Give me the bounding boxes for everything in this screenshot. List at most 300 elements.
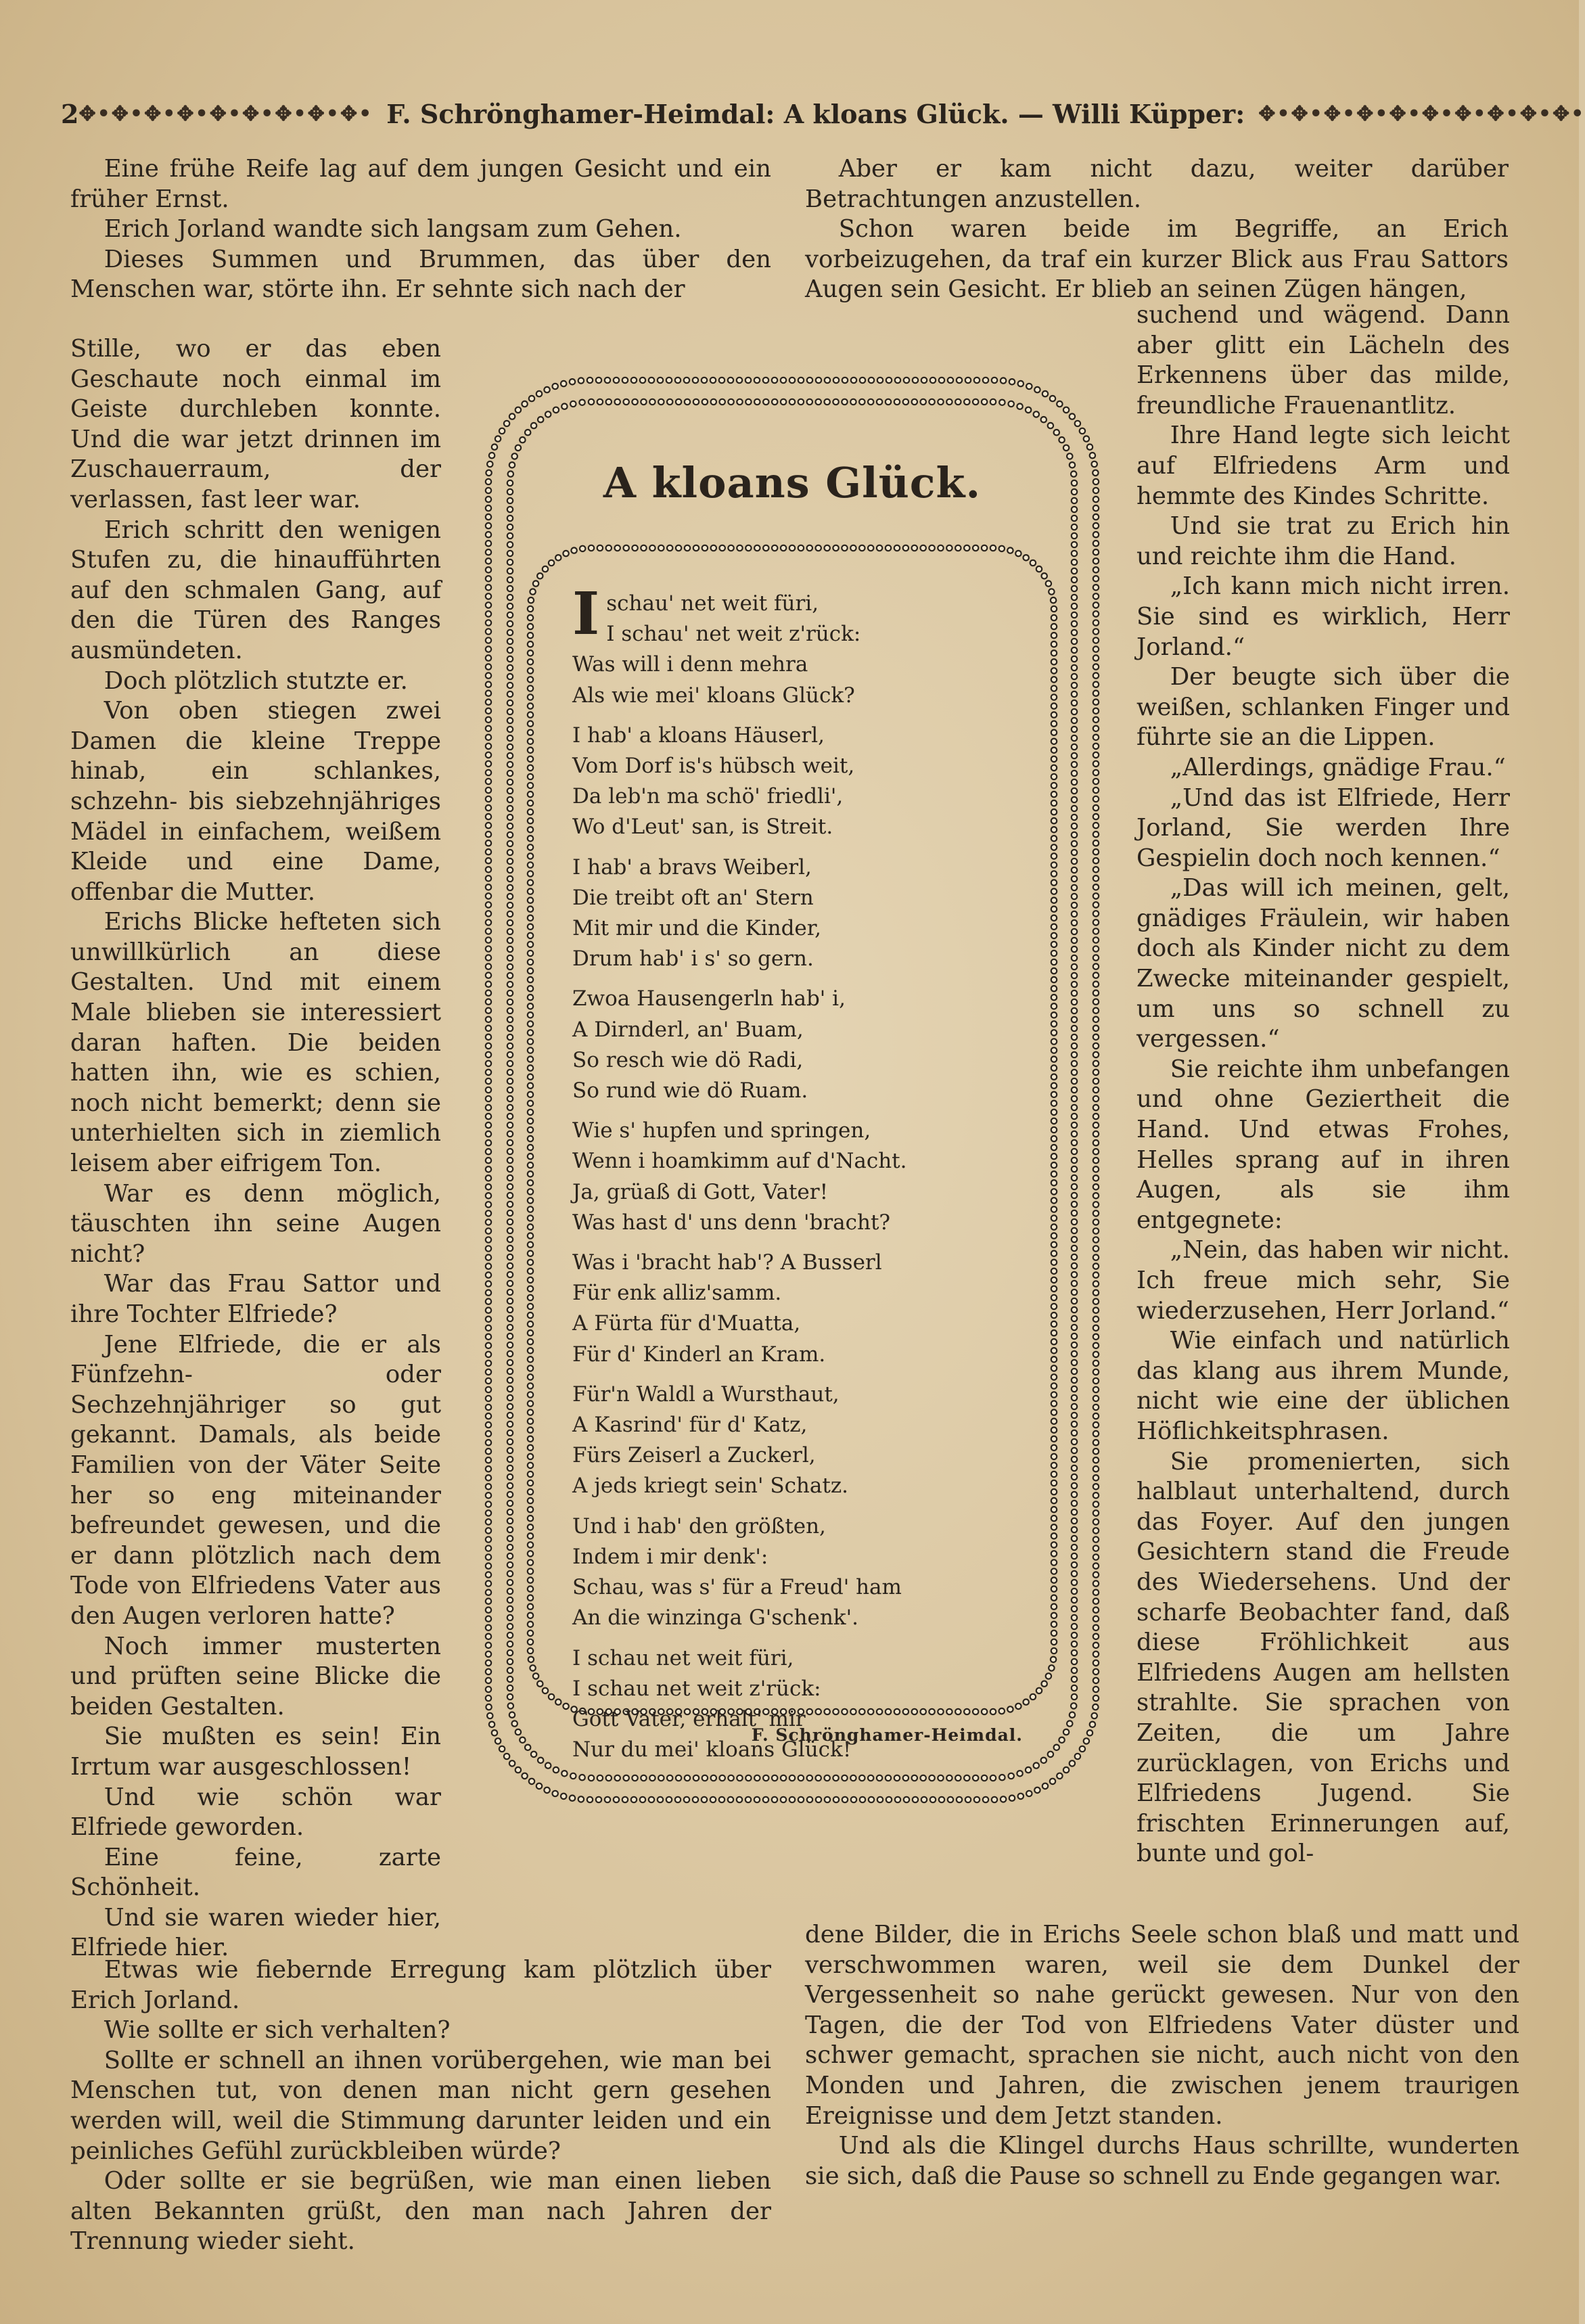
poem-line: Wo d'Leut' san, is Streit. (572, 815, 833, 840)
border-pearl (507, 797, 513, 802)
border-pearl (1072, 1685, 1077, 1691)
paragraph: Etwas wie fiebernde Erregung kam plötzlich über Erich Jorland. (70, 1956, 771, 2014)
border-pearl (728, 1775, 733, 1781)
border-pearl (1072, 1457, 1077, 1462)
border-pearl (1067, 1721, 1072, 1726)
border-pearl (486, 1246, 491, 1251)
left-column-middle (70, 334, 441, 1963)
border-pearl (1051, 1480, 1057, 1486)
border-pearl (486, 1237, 491, 1242)
border-pearl (1093, 1122, 1099, 1128)
border-pearl (1051, 774, 1057, 779)
border-pearl (929, 545, 934, 551)
border-pearl (507, 1360, 513, 1365)
border-pearl (528, 1330, 533, 1336)
border-pearl (486, 788, 491, 793)
border-pearl (737, 1797, 742, 1802)
border-pearl (1072, 586, 1077, 591)
border-pearl (507, 1641, 513, 1647)
border-pearl (486, 1475, 491, 1480)
border-pearl (486, 1387, 491, 1392)
border-pearl (1051, 888, 1057, 894)
border-pearl (1072, 1114, 1077, 1119)
border-pearl (869, 378, 874, 383)
border-pearl (486, 1536, 491, 1542)
border-pearl (1093, 1493, 1099, 1498)
border-pearl (666, 1797, 672, 1802)
border-pearl (512, 1721, 518, 1726)
border-pearl (486, 1554, 491, 1559)
border-pearl (1018, 1794, 1024, 1799)
border-pearl (486, 1678, 491, 1683)
border-pearl (1024, 555, 1029, 560)
border-pearl (1072, 533, 1077, 539)
border-pearl (1093, 893, 1099, 898)
border-pearl (1093, 990, 1099, 996)
border-pearl (1090, 1722, 1095, 1727)
border-pearl (486, 664, 491, 669)
border-pearl (1051, 1542, 1057, 1547)
border-pearl (1051, 1180, 1057, 1185)
border-pearl (528, 624, 533, 629)
border-pearl (507, 1290, 513, 1295)
border-pearl (528, 1110, 533, 1115)
border-pearl (486, 585, 491, 590)
border-pearl (1093, 955, 1099, 960)
border-pearl (528, 942, 533, 947)
border-pearl (507, 1650, 513, 1656)
paragraph: Und sie trat zu Erich hin und reichte ihm die Hand. (1136, 512, 1510, 570)
border-pearl (528, 1304, 533, 1309)
border-pearl (528, 597, 534, 603)
border-pearl (990, 399, 996, 405)
border-pearl (1051, 792, 1057, 797)
border-pearl (507, 823, 513, 829)
border-pearl (1093, 770, 1099, 775)
poem-line: Vom Dorf is's hübsch weit, (572, 754, 855, 779)
border-pearl (1018, 381, 1024, 386)
border-pearl (507, 1325, 513, 1330)
border-pearl (507, 973, 513, 978)
border-pearl (1072, 568, 1077, 574)
border-pearl (507, 867, 513, 873)
border-pearl (529, 1779, 534, 1784)
border-pearl (1042, 391, 1048, 396)
ornament-left-icon: ✥•✥•✥•✥•✥•✥•✥•✥•✥• (78, 101, 373, 126)
border-pearl (1093, 1131, 1099, 1137)
poem-line: I schau net weit füri, (572, 1645, 794, 1670)
border-pearl (1072, 709, 1077, 714)
border-pearl (1093, 1114, 1099, 1119)
border-pearl (528, 1472, 533, 1477)
border-pearl (507, 1096, 513, 1101)
border-pearl (507, 630, 513, 635)
border-pearl (1093, 1536, 1099, 1542)
border-pearl (545, 1762, 551, 1768)
border-pearl (1070, 413, 1075, 419)
border-pearl (528, 853, 533, 859)
border-pearl (1093, 805, 1099, 811)
border-pearl (507, 683, 513, 688)
border-pearl (486, 541, 491, 546)
border-pearl (1051, 721, 1057, 727)
border-pearl (1051, 1568, 1057, 1574)
border-pearl (1051, 1101, 1057, 1106)
border-pearl (702, 1797, 707, 1802)
border-pearl (507, 674, 513, 679)
border-pearl (1093, 814, 1099, 819)
border-pearl (1051, 606, 1057, 612)
poem-line: Wenn i hoamkimm auf d'Nacht. (572, 1149, 907, 1174)
border-pearl (693, 1797, 698, 1802)
border-pearl (509, 1760, 515, 1766)
poem-line: So resch wie dö Radi, (572, 1047, 804, 1072)
border-pearl (1072, 674, 1077, 679)
border-pearl (886, 399, 891, 405)
border-pearl (528, 1586, 533, 1591)
border-pearl (486, 655, 491, 660)
border-pearl (684, 1797, 689, 1802)
border-pearl (528, 1480, 533, 1486)
border-pearl (507, 1659, 513, 1664)
border-pearl (507, 938, 513, 943)
border-pearl (507, 1562, 513, 1568)
border-pearl (938, 1775, 943, 1781)
border-pearl (745, 545, 751, 551)
border-pearl (781, 545, 786, 551)
border-pearl (1093, 1405, 1099, 1410)
border-pearl (955, 399, 961, 405)
border-pearl (1093, 1475, 1099, 1480)
border-pearl (1051, 677, 1057, 682)
border-pearl (955, 545, 961, 551)
border-pearl (990, 1775, 996, 1781)
border-pearl (528, 924, 533, 930)
border-pearl (886, 545, 891, 551)
border-pearl (1072, 1228, 1077, 1233)
border-pearl (1048, 1752, 1053, 1757)
border-pearl (507, 709, 513, 714)
border-pearl (1093, 585, 1099, 590)
border-pearl (549, 1694, 554, 1700)
border-pearl (507, 524, 513, 530)
border-pearl (921, 1775, 926, 1781)
border-pearl (486, 1140, 491, 1145)
border-pearl (486, 1184, 491, 1189)
border-pearl (632, 399, 637, 405)
border-pearl (658, 378, 663, 383)
border-pearl (504, 1754, 509, 1759)
poem-line: Für'n Waldl a Wursthaut, (572, 1382, 840, 1407)
border-pearl (833, 545, 838, 551)
border-pearl (507, 1413, 513, 1418)
border-pearl (1051, 1428, 1057, 1433)
border-pearl (1051, 1374, 1057, 1380)
border-pearl (507, 1395, 513, 1400)
poem-line: Indem i mir denk': (572, 1544, 768, 1569)
border-pearl (507, 771, 513, 776)
border-pearl (1072, 929, 1077, 934)
border-pearl (1001, 1796, 1006, 1802)
border-pearl (544, 1787, 549, 1793)
border-pearl (1051, 1162, 1057, 1168)
border-pearl (1041, 1758, 1047, 1763)
border-pearl (1093, 717, 1099, 723)
border-pearl (515, 1767, 521, 1773)
border-pearl (1051, 1622, 1057, 1627)
border-pearl (1093, 691, 1099, 696)
paragraph: suchend und wägend. Dann aber glitt ein Lächeln des Erkennens über das milde, freundliche Frauenantlitz. (1136, 301, 1510, 419)
border-pearl (754, 378, 760, 383)
border-pearl (1084, 436, 1089, 441)
border-pearl (528, 677, 533, 682)
border-pearl (1051, 1613, 1057, 1618)
border-pearl (528, 1206, 533, 1212)
border-pearl (486, 1422, 491, 1428)
border-pearl (507, 1254, 513, 1260)
border-pearl (507, 1553, 513, 1559)
border-pearl (1093, 1184, 1099, 1189)
paragraph: War es denn möglich, täuschten ihn seine Augen nicht? (70, 1179, 441, 1268)
border-pearl (507, 1061, 513, 1066)
border-pearl (921, 1797, 927, 1802)
border-pearl (982, 1775, 987, 1781)
border-pearl (492, 445, 497, 450)
border-pearl (507, 1087, 513, 1093)
border-pearl (486, 558, 491, 564)
border-pearl (487, 1713, 492, 1718)
poem-line: Ja, grüaß di Gott, Vater! (572, 1179, 829, 1204)
border-pearl (1072, 1316, 1077, 1321)
border-pearl (1007, 547, 1013, 553)
border-pearl (528, 1436, 533, 1442)
border-pearl (507, 1298, 513, 1304)
border-pearl (631, 1797, 637, 1802)
border-pearl (1093, 593, 1099, 599)
border-pearl (1051, 933, 1057, 938)
border-pearl (1051, 1154, 1057, 1159)
border-pearl (555, 1700, 561, 1705)
border-pearl (486, 1634, 491, 1639)
border-pearl (507, 1026, 513, 1031)
border-pearl (486, 1449, 491, 1454)
border-pearl (528, 685, 533, 691)
border-pearl (913, 1797, 918, 1802)
border-pearl (507, 1633, 513, 1638)
border-pearl (1072, 1219, 1077, 1225)
border-pearl (515, 407, 521, 413)
border-pearl (649, 1775, 655, 1781)
border-pearl (486, 1193, 491, 1198)
border-pearl (999, 546, 1005, 551)
border-pearl (1051, 739, 1057, 744)
border-pearl (1051, 624, 1057, 629)
border-pearl (528, 1542, 533, 1547)
poem-author: F. Schrönghamer-Heimdal. (751, 1725, 1023, 1745)
border-pearl (675, 1797, 681, 1802)
border-pearl (528, 1198, 533, 1203)
border-pearl (1072, 1580, 1077, 1585)
border-pearl (1070, 1760, 1075, 1766)
border-pearl (1057, 401, 1062, 407)
border-pearl (894, 399, 900, 405)
border-pearl (486, 1061, 491, 1066)
border-pearl (507, 999, 513, 1005)
poem-line: A Kasrind' für d' Katz, (572, 1413, 808, 1438)
border-pearl (1072, 1413, 1077, 1418)
border-pearl (528, 783, 533, 788)
border-pearl (486, 1687, 491, 1692)
border-pearl (1072, 1298, 1077, 1304)
border-pearl (528, 1154, 533, 1159)
border-pearl (528, 1215, 533, 1221)
poem-stanza (572, 1643, 1032, 1766)
border-pearl (1051, 951, 1057, 956)
border-pearl (530, 589, 535, 594)
border-pearl (528, 765, 533, 771)
border-pearl (1051, 959, 1057, 965)
border-pearl (973, 1775, 978, 1781)
border-pearl (1072, 1026, 1077, 1031)
poem-line: Und i hab' den größten, (572, 1513, 826, 1539)
poem-line: Wie s' hupfen und springen, (572, 1118, 871, 1143)
border-pearl (1051, 1524, 1057, 1530)
border-pearl (528, 1657, 534, 1662)
border-pearl (1063, 445, 1069, 451)
border-pearl (711, 1775, 716, 1781)
border-pearl (685, 399, 690, 405)
border-pearl (528, 641, 533, 647)
border-pearl (528, 730, 533, 735)
border-pearl (1072, 1615, 1077, 1620)
border-pearl (904, 378, 909, 383)
border-pearl (528, 915, 533, 921)
border-pearl (710, 1797, 716, 1802)
border-pearl (589, 1775, 594, 1781)
border-pearl (605, 1797, 610, 1802)
border-pearl (507, 1571, 513, 1576)
poem-title: A kloans Glück. (603, 458, 982, 507)
border-pearl (860, 378, 865, 383)
border-pearl (486, 1210, 491, 1216)
border-pearl (877, 378, 883, 383)
border-pearl (507, 1597, 513, 1603)
border-pearl (1051, 1304, 1057, 1309)
border-pearl (1051, 1463, 1057, 1468)
border-pearl (528, 1083, 533, 1089)
border-pearl (772, 1797, 777, 1802)
border-pearl (486, 805, 491, 811)
border-pearl (507, 1202, 513, 1207)
border-pearl (597, 545, 603, 551)
border-pearl (1072, 1070, 1077, 1075)
border-pearl (507, 1105, 513, 1110)
border-pearl (754, 399, 760, 405)
border-pearl (640, 1797, 645, 1802)
border-pearl (1072, 876, 1077, 882)
border-pearl (1051, 1083, 1057, 1089)
border-pearl (507, 779, 513, 785)
border-pearl (522, 401, 527, 407)
border-pearl (1072, 595, 1077, 600)
border-pearl (798, 545, 804, 551)
border-pearl (1051, 1604, 1057, 1610)
border-pearl (1072, 1439, 1077, 1444)
border-pearl (1050, 1779, 1055, 1784)
border-pearl (507, 551, 513, 556)
border-pearl (1072, 1360, 1077, 1365)
border-pearl (720, 399, 725, 405)
border-pearl (507, 1448, 513, 1453)
border-pearl (507, 560, 513, 565)
border-pearl (1051, 1136, 1057, 1141)
border-pearl (528, 792, 533, 797)
border-pearl (486, 796, 491, 802)
border-pearl (1093, 541, 1099, 546)
border-pearl (520, 1737, 525, 1743)
border-pearl (1048, 423, 1053, 428)
border-pearl (868, 545, 873, 551)
border-pearl (1051, 968, 1057, 974)
border-pearl (1051, 986, 1057, 991)
border-pearl (948, 1797, 953, 1802)
border-pearl (507, 894, 513, 899)
border-pearl (728, 399, 733, 405)
border-pearl (515, 445, 521, 451)
border-pearl (486, 858, 491, 863)
border-pearl (507, 841, 513, 846)
border-pearl (570, 401, 576, 407)
border-pearl (528, 1631, 533, 1636)
border-pearl (486, 1431, 491, 1436)
border-pearl (1051, 756, 1057, 762)
border-pearl (507, 1342, 513, 1348)
paragraph: Dieses Summen und Brummen, das über den Menschen war, störte ihn. Er sehnte sich nach der (70, 245, 771, 304)
border-pearl (1051, 1321, 1057, 1327)
border-pearl (667, 1775, 672, 1781)
border-pearl (528, 1577, 533, 1582)
border-pearl (1072, 577, 1077, 583)
border-pearl (543, 566, 548, 572)
border-pearl (486, 1078, 491, 1084)
border-pearl (983, 378, 988, 383)
border-pearl (536, 391, 542, 396)
border-pearl (528, 1339, 533, 1344)
border-pearl (1093, 1484, 1099, 1489)
border-pearl (982, 399, 987, 405)
border-pearl (964, 399, 969, 405)
border-pearl (507, 1668, 513, 1673)
border-pearl (728, 378, 733, 383)
border-pearl (1072, 955, 1077, 961)
border-pearl (507, 1492, 513, 1497)
border-pearl (851, 1797, 856, 1802)
border-pearl (1093, 1096, 1099, 1101)
border-pearl (1072, 1369, 1077, 1374)
border-pearl (772, 399, 777, 405)
border-pearl (1051, 1277, 1057, 1283)
border-pearl (1093, 1158, 1099, 1163)
border-pearl (798, 378, 804, 383)
border-pearl (1051, 1224, 1057, 1229)
border-pearl (486, 1457, 491, 1463)
border-pearl (1093, 972, 1099, 978)
border-pearl (528, 1145, 533, 1150)
border-pearl (1072, 903, 1077, 908)
border-pearl (763, 545, 768, 551)
border-pearl (486, 1228, 491, 1233)
border-pearl (1093, 1272, 1099, 1277)
